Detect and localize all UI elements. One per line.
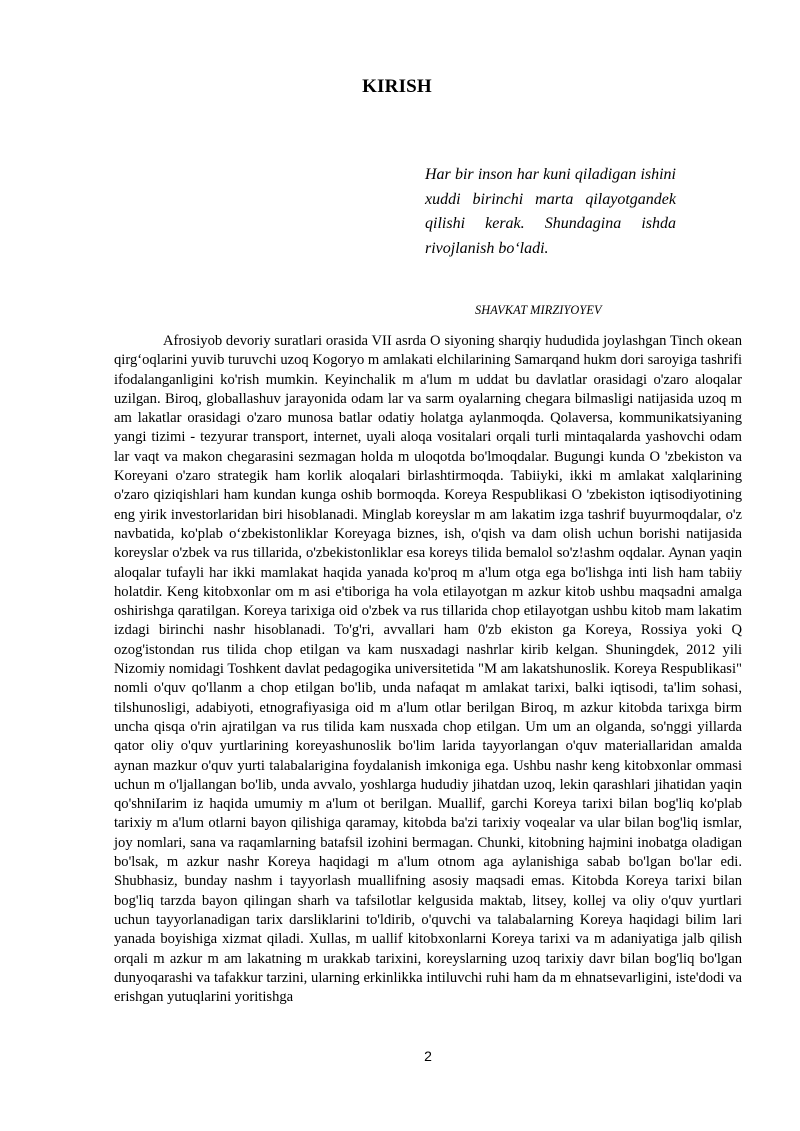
epigraph-quote: Har bir inson har kuni qiladigan ishini xuddi birinchi marta qilayotgandek qilishi kerak. Shundagina ishda rivojlanish bo‘ladi. [425, 166, 676, 257]
page-title: KIRISH [362, 76, 432, 97]
page-number: 2 [424, 1048, 432, 1064]
body-paragraph: Afrosiyob devoriy suratlari orasida VII asrda O siyoning sharqiy hududida joylashgan Tinch okean qirg‘oqlarini yuvib turuvchi uzoq Kogoryo m amlakati elchilarining Samarqand hukm dori saroyiga tashrifi ifodalanganligini ko'rish mumkin. Keyinchalik m a'lum m uddat bu davlatlar orasidagi o'zaro aloqalar uzilgan. Biroq, globallashuv jarayonida odam lar va sarm oyalarning chegara bilmasligi natijasida uzoq m am lakatlar orasidagi o'zaro munosa batlar odatiy holatga aylanmoqda. Qolaversa, kommunikatsiyaning yangi tizimi - tezyurar transport, internet, uyali aloqa vositalari orqali turli mintaqalarda yashovchi odam lar vaqt va makon chegarasini sezmagan holda m uloqotda bo'lmoqdalar. Bugungi kunda O 'zbekiston va Koreyani o'zaro strategik ham korlik aloqalari birlashtirmoqda. Tabiiyki, ikki m amlakat xalqlarining o'zaro qiziqishlari ham kundan kunga oshib bormoqda. Koreya Respublikasi O 'zbekiston iqtisodiyotining eng yirik investorlaridan biri hisoblanadi. Minglab koreyslar m am lakatim izga tashrif buyurmoqdalar, o'z navbatida, ko'plab o‘zbekistonliklar Koreyaga biznes, ish, o'qish va dam olish uchun borishi natijasida koreyslar o'zbek va rus tillarida, o'zbekistonliklar esa koreys tilida bemalol so'z!ashm oqdalar. Aynan yaqin aloqalar tufayli har ikki mamlakat haqida yanada ko'proq m a'lum otga ega bo'lishga inti lish ham tabiiy holatdir. Keng kitobxonlar om m asi e'tiboriga ha vola etilayotgan m azkur kitob ushbu maqsadni amalga oshirishga qaratilgan. Koreya tarixiga oid o'zbek va rus tillarida chop etilayotgan ushbu kitob mam lakatim izdagi birinchi nashr hisoblanadi. To'g'ri, avvallari ham 0'zb ekiston ga Koreya, Rossiya yoki Q ozog'istondan rus tilida chop etilgan va kam nusxadagi nashrlar kirib kelgan. Shuningdek, 2012 yili Nizomiy nomidagi Toshkent davlat pedagogika universitetida "M am lakatshunoslik. Koreya Respublikasi" nomli o'quv qo'llanm a chop etilgan bo'lib, unda nafaqat m amlakat tarixi, balki iqtisodi, ta'lim sohasi, tilshunosligi, adabiyoti, etnografiyasiga oid m a'lum otlar berilgan Biroq, m azkur kitobda tarixga birm uncha qisqa o'rin ajratilgan va rus tilida kam nusxada chop etilgan. Um um an olganda, so'nggi yillarda qator oliy o'quv yurtlarining koreyashunoslik bo'lim larida tayyorlangan o'quv materiallaridan amalda aynan mazkur o'quv yurti talabalarigina foydalanish imkoniga ega. Ushbu nashr keng kitobxonlar ommasi uchun m o'ljallangan bo'lib, unda avvalo, yoshlarga hududiy jihatdan uzoq, lekin qarashlari jihatidan yaqin qo'shniIarim iz haqida umumiy m a'lum ot berilgan. Muallif, garchi Koreya tarixi bilan bog'liq ko'plab tarixiy m a'lum otlarni bayon qilishiga qaramay, kitobda ba'zi tarixiy voqealar va ular bilan bog'liq ismlar, joy nomlari, sana va raqamlarning batafsil izohini bermagan. Chunki, kitobning hajmini inobatga oladigan bo'lsak, m azkur nashr Koreya haqidagi m a'lum otnom aga aylanishiga sabab bo'lgan bo'lar edi. Shubhasiz, bunday nashm i tayyorlash muallifning asosiy maqsadi emas. Kitobda Koreya tarixi bilan bog'liq tarzda bayon qilingan sharh va tafsilotlar kelgusida maktab, litsey, kollej va oliy o'quv yurtlari uchun tayyorlanadigan tarix darsliklarini to'ldirib, o'quvchi va talabalarning Koreya haqidagi bilim lari yanada boyishiga xizmat qiladi. Xullas, m uallif kitobxonlarni Koreya tarixi va m adaniyatiga jalb qilish orqali m azkur m am lakatning m urakkab tarixini, koreyslarning uzoq tarixiy davr bilan bog'liq bo'lgan dunyoqarashi va tafakkur tarzini, ularning erkinlikka intiluvchi ruhi ham da m ehnatsevarligini, iste'dodi va erishgan yutuqlarini yoritishga [114, 333, 742, 1006]
epigraph-author: SHAVKAT MIRZIYOYEV [475, 303, 602, 317]
